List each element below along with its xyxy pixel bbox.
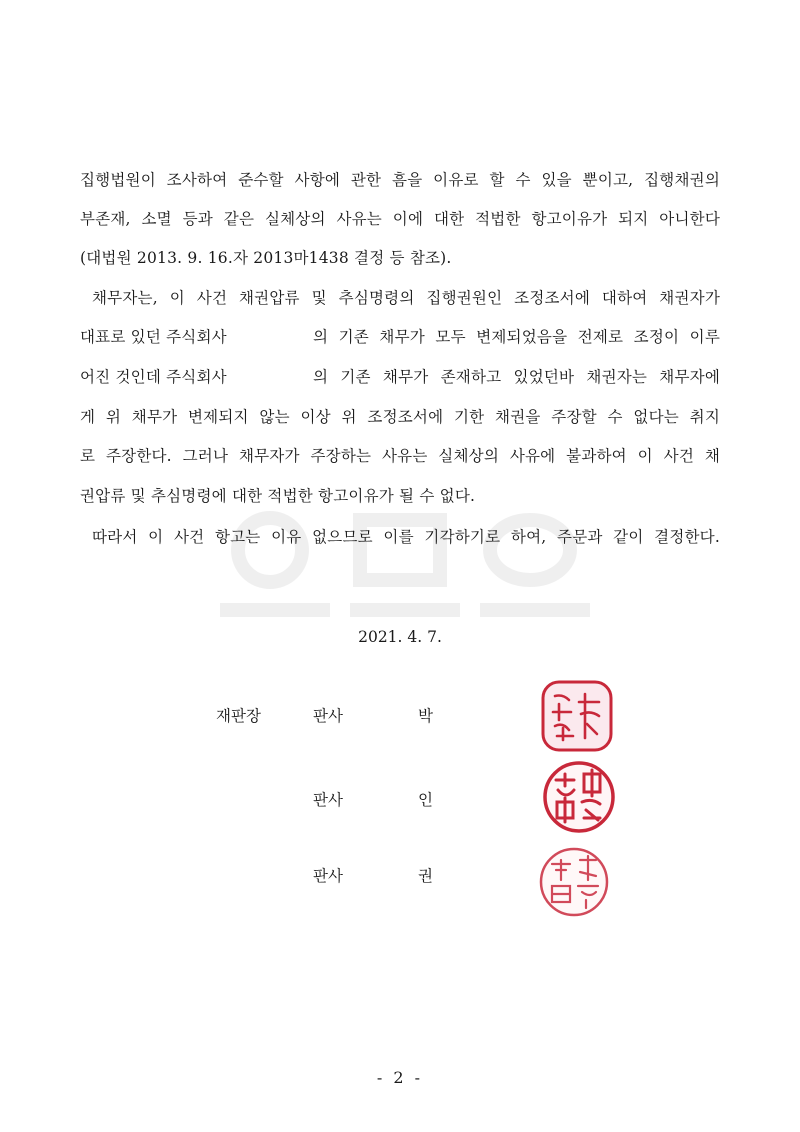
judge-name: 인	[418, 791, 433, 809]
judge-name: 박	[418, 707, 433, 725]
judge-name: 권	[418, 867, 433, 885]
body-line: 게 위 채무가 변제되지 않는 이상 위 조정조서에 기한 채권을 주장할 수 없다는 취지	[80, 408, 720, 426]
body-line: 어진 것인데 주식회사	[80, 368, 227, 386]
body-line: 집행법원이 조사하여 준수할 사항에 관한 흠을 이유로 할 수 있을 뿐이고, 집행채권의	[80, 171, 720, 189]
body-line: 채무자는, 이 사건 채권압류 및 추심명령의 집행권원인 조정조서에 대하여 채권자가	[92, 289, 720, 307]
body-line: 대표로 있던 주식회사	[80, 328, 227, 346]
judge-title: 판사	[313, 707, 343, 725]
judge-seal-3	[538, 846, 610, 918]
body-line: 의 기존 채무가 존재하고 있었던바 채권자는 채무자에	[313, 368, 720, 386]
body-line: 따라서 이 사건 항고는 이유 없으므로 이를 기각하기로 하여, 주문과 같이 결정한다.	[92, 528, 720, 546]
body-line: 권압류 및 추심명령에 대한 적법한 항고이유가 될 수 없다.	[80, 487, 476, 505]
judge-seal-2	[542, 760, 616, 834]
judge-seal-1	[541, 680, 613, 752]
body-line: 의 기존 채무가 모두 변제되었음을 전제로 조정이 이루	[313, 328, 720, 346]
judge-title: 판사	[313, 867, 343, 885]
decision-date: 2021. 4. 7.	[358, 628, 442, 646]
body-line: 부존재, 소멸 등과 같은 실체상의 사유는 이에 대한 적법한 항고이유가 되지 아니한다	[80, 210, 720, 228]
watermark-graphic	[200, 500, 600, 640]
body-line: (대법원 2013. 9. 16.자 2013마1438 결정 등 참조).	[80, 249, 452, 267]
body-line: 로 주장한다. 그러나 채무자가 주장하는 사유는 실체상의 사유에 불과하여 이 사건 채	[80, 447, 720, 465]
judge-title: 판사	[313, 791, 343, 809]
presiding-judge-label: 재판장	[216, 707, 261, 725]
page-number: - 2 -	[376, 1068, 424, 1087]
